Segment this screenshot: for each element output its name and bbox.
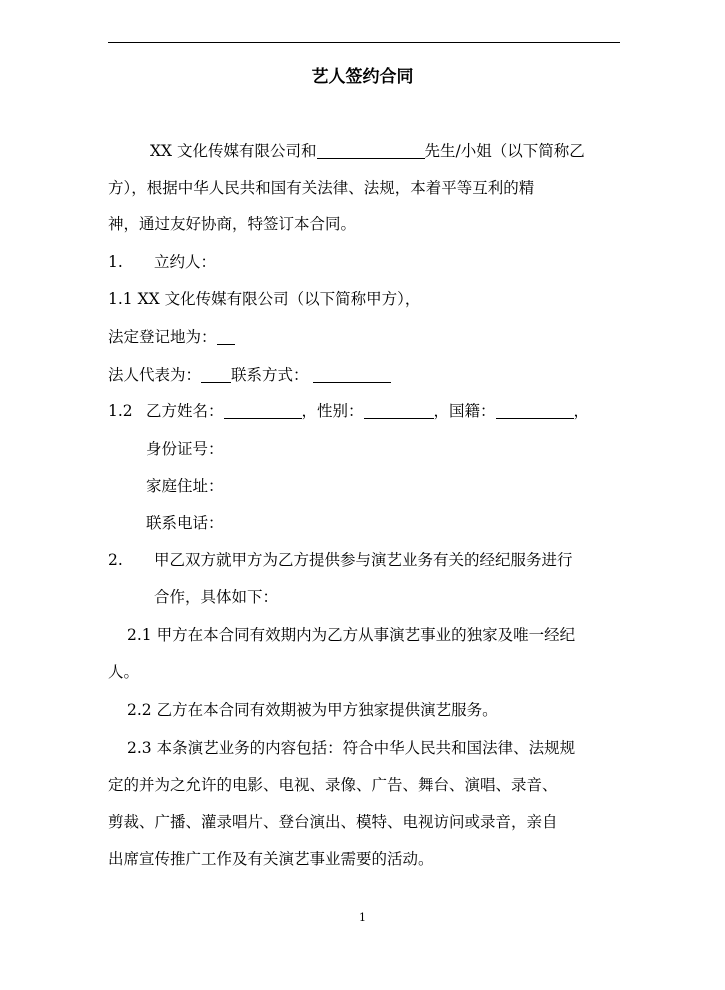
section-2-line-2: 合作，具体如下： <box>154 588 279 606</box>
clause-1-2-comma: ， <box>573 402 590 420</box>
section-2-number: 2. <box>108 551 123 569</box>
nationality-field[interactable] <box>496 402 574 419</box>
gender-field[interactable] <box>364 402 434 419</box>
section-1-number: 1. <box>108 253 123 271</box>
clause-2-1-line-2: 人。 <box>108 663 140 681</box>
header-rule <box>108 42 620 43</box>
section-1-label: 立约人： <box>154 253 217 271</box>
intro-line-2: 方），根据中华人民共和国有关法律、法规，本着平等互利的精 <box>108 179 535 197</box>
party-b-name-blank[interactable] <box>317 142 425 159</box>
registered-address-blank[interactable] <box>217 328 235 345</box>
gender-label: ，性别： <box>301 402 364 420</box>
intro-line-3: 神，通过友好协商，特签订本合同。 <box>108 215 357 233</box>
home-address-label: 家庭住址： <box>146 477 224 495</box>
legal-rep-line <box>108 365 391 385</box>
section-2-line-1: 甲乙双方就甲方为乙方提供参与演艺业务有关的经纪服务进行 <box>154 551 573 569</box>
contact-label: 联系方式： <box>231 366 309 384</box>
clause-2-3-line-4: 出席宣传推广工作及有关演艺事业需要的活动。 <box>108 850 434 868</box>
intro-line-1-a: XX 文化传媒有限公司和 <box>150 142 317 160</box>
clause-2-3-line-2: 定的并为之允许的电影、电视、录像、广告、舞台、演唱、录音、 <box>108 776 558 794</box>
clause-2-2: 2.2 乙方在本合同有效期被为甲方独家提供演艺服务。 <box>127 701 498 719</box>
party-b-name-field[interactable] <box>224 402 302 419</box>
intro-line-1-b: 先生/小姐（以下简称乙 <box>424 142 585 160</box>
clause-1-2-line <box>146 401 589 421</box>
legal-rep-label: 法人代表为： <box>108 366 202 384</box>
contact-blank[interactable] <box>313 366 391 383</box>
intro-line-1 <box>150 141 585 161</box>
clause-2-1-line-1: 2.1 甲方在本合同有效期内为乙方从事演艺事业的独家及唯一经纪 <box>127 626 576 644</box>
clause-2-3-line-1: 2.3 本条演艺业务的内容包括：符合中华人民共和国法律、法规规 <box>127 739 576 757</box>
registered-address-line <box>108 327 235 347</box>
legal-rep-blank[interactable] <box>201 366 231 383</box>
clause-1-1: 1.1 XX 文化传媒有限公司（以下简称甲方）， <box>108 290 421 308</box>
party-b-name-label: 乙方姓名： <box>146 402 224 420</box>
nationality-label: ，国籍： <box>433 402 496 420</box>
id-number-label: 身份证号： <box>146 440 224 458</box>
phone-label: 联系电话： <box>146 514 224 532</box>
clause-1-2-number: 1.2 <box>108 402 133 420</box>
clause-2-3-line-3: 剪裁、广播、灌录唱片、登台演出、模特、电视访问或录音，亲自 <box>108 813 558 831</box>
registered-address-label: 法定登记地为： <box>108 328 217 346</box>
page-number: 1 <box>359 911 366 924</box>
document-title: 艺人签约合同 <box>311 67 414 87</box>
